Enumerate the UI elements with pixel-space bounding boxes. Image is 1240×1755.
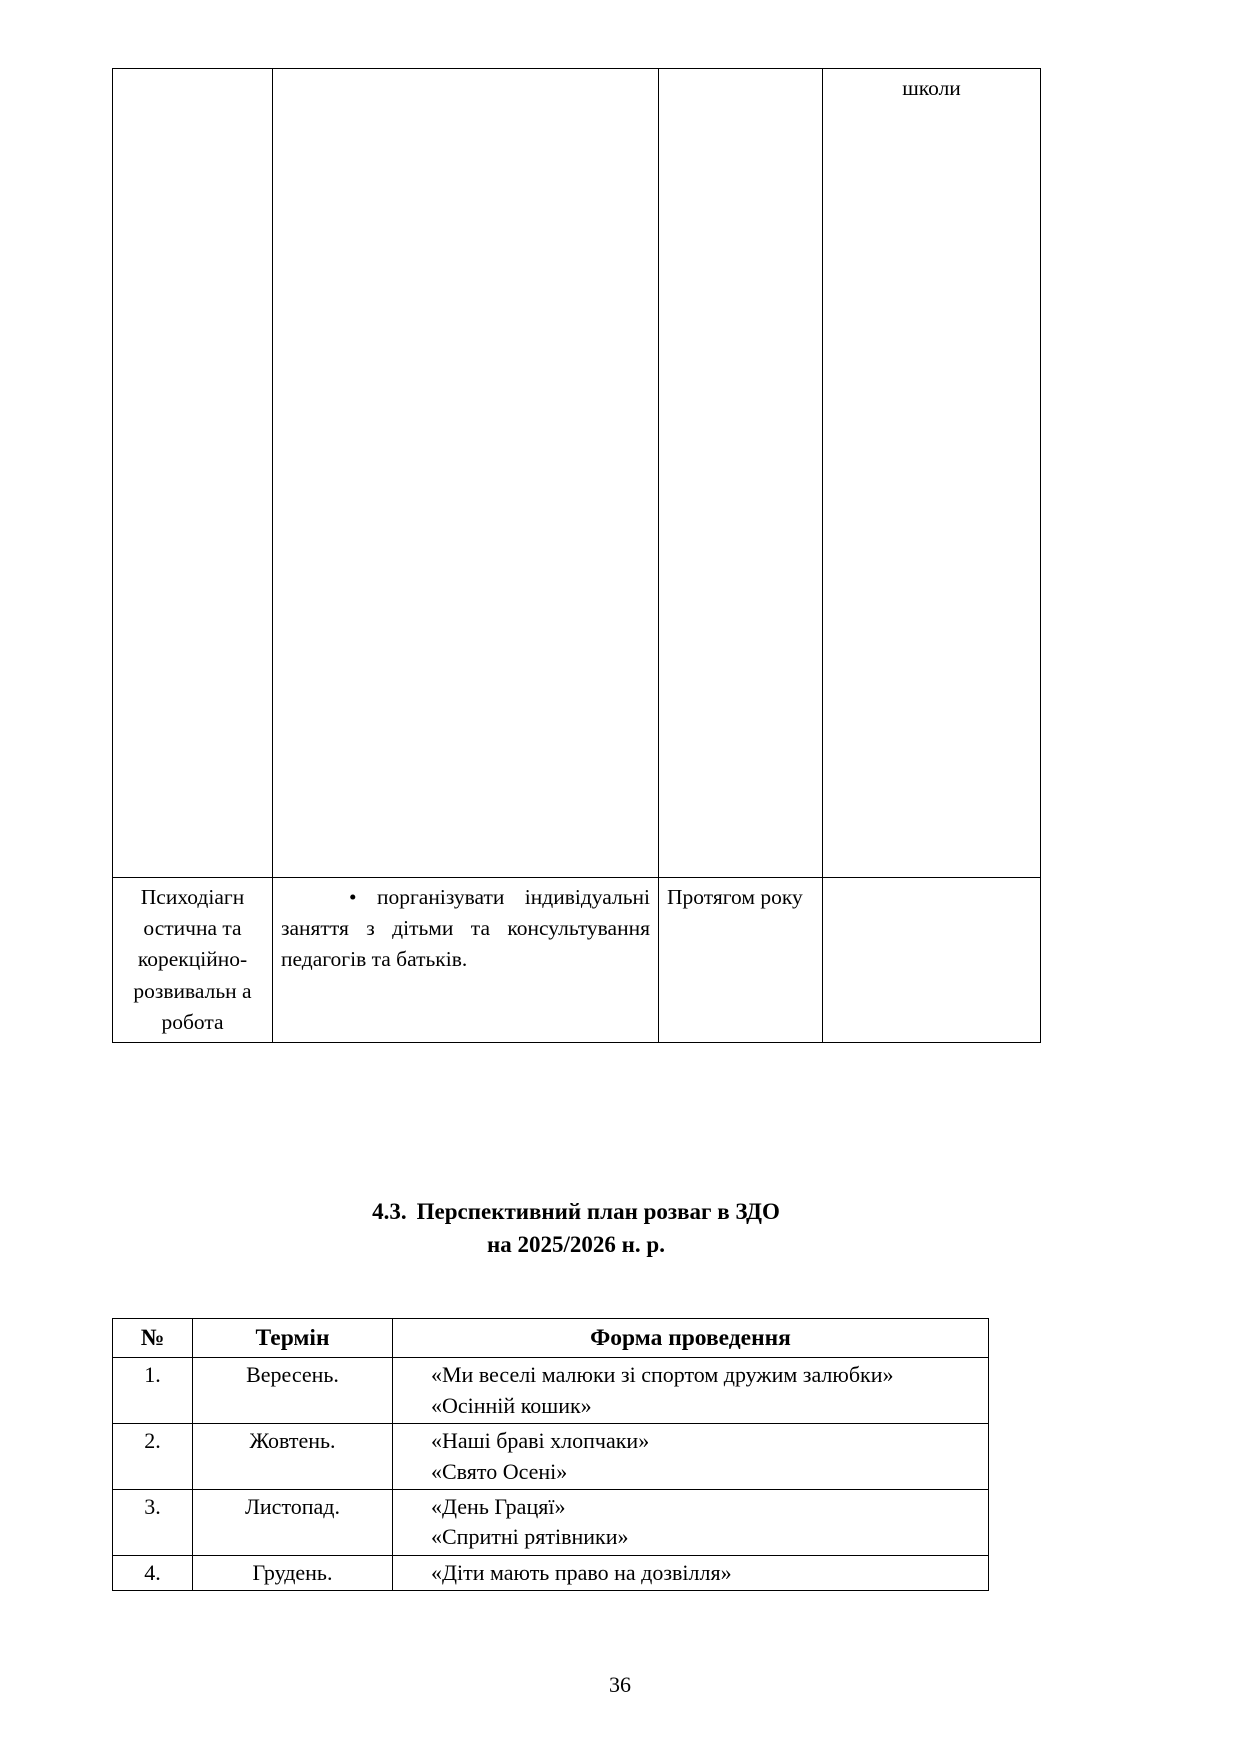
cell-term: Листопад.: [193, 1489, 393, 1555]
section-heading-line1: [112, 1196, 1040, 1229]
form-line: «Діти мають право на дозвілля»: [431, 1559, 732, 1585]
bullet-text: порганізувати індивідуальні заняття з дітьми та консультування педагогів та батьків.: [281, 885, 650, 972]
form-line: «Спритні рятівники»: [431, 1524, 629, 1550]
continuation-table-container: [112, 68, 1040, 1043]
cell-number: 4.: [113, 1555, 193, 1590]
table-row: [113, 1358, 989, 1424]
table-cell-direction: [113, 69, 273, 878]
plan-table-header-row: [113, 1319, 989, 1358]
column-header-number: №: [113, 1319, 193, 1358]
bullet-icon: •: [349, 885, 357, 909]
column-header-form: Форма проведення: [393, 1319, 989, 1358]
table-cell-term: Протягом року: [659, 878, 823, 1043]
table-cell-content: [273, 69, 659, 878]
cell-number: 3.: [113, 1489, 193, 1555]
cell-term: Вересень.: [193, 1358, 393, 1424]
form-line: «Осінній кошик»: [431, 1392, 592, 1418]
form-line: «Ми веселі малюки зі спортом дружим залюбки»: [431, 1362, 894, 1388]
form-line: «День Грацяї»: [431, 1493, 566, 1519]
section-subtitle: на 2025/2026 н. р.: [487, 1231, 665, 1257]
cell-form: [393, 1489, 989, 1555]
cell-form: [393, 1424, 989, 1490]
page-number: 36: [609, 1672, 631, 1697]
cell-form: [393, 1358, 989, 1424]
cell-number: 2.: [113, 1424, 193, 1490]
column-header-term: Термін: [193, 1319, 393, 1358]
table-cell-direction: Психодіагн остична та корекційно-розвивальн а робота: [113, 878, 273, 1043]
table-row: [113, 1489, 989, 1555]
table-row: [113, 1555, 989, 1590]
table-row: [113, 1424, 989, 1490]
table-cell-term: [659, 69, 823, 878]
cell-term: Грудень.: [193, 1555, 393, 1590]
bullet-paragraph: [281, 882, 650, 976]
plan-table-container: [112, 1318, 988, 1591]
table-row: [113, 69, 1041, 878]
section-heading: [112, 1196, 1040, 1261]
table-row: [113, 878, 1041, 1043]
section-number: 4.3.: [372, 1199, 407, 1224]
cell-form: [393, 1555, 989, 1590]
cell-number: 1.: [113, 1358, 193, 1424]
cell-term: Жовтень.: [193, 1424, 393, 1490]
table-cell-responsible: [823, 878, 1041, 1043]
table-cell-content: [273, 878, 659, 1043]
continuation-table: [112, 68, 1041, 1043]
table-cell-responsible: школи: [823, 69, 1041, 878]
form-line: «Свято Осені»: [431, 1458, 568, 1484]
section-title: Перспективний план розваг в ЗДО: [416, 1199, 780, 1224]
form-line: «Наші браві хлопчаки»: [431, 1428, 650, 1454]
plan-table: [112, 1318, 989, 1591]
